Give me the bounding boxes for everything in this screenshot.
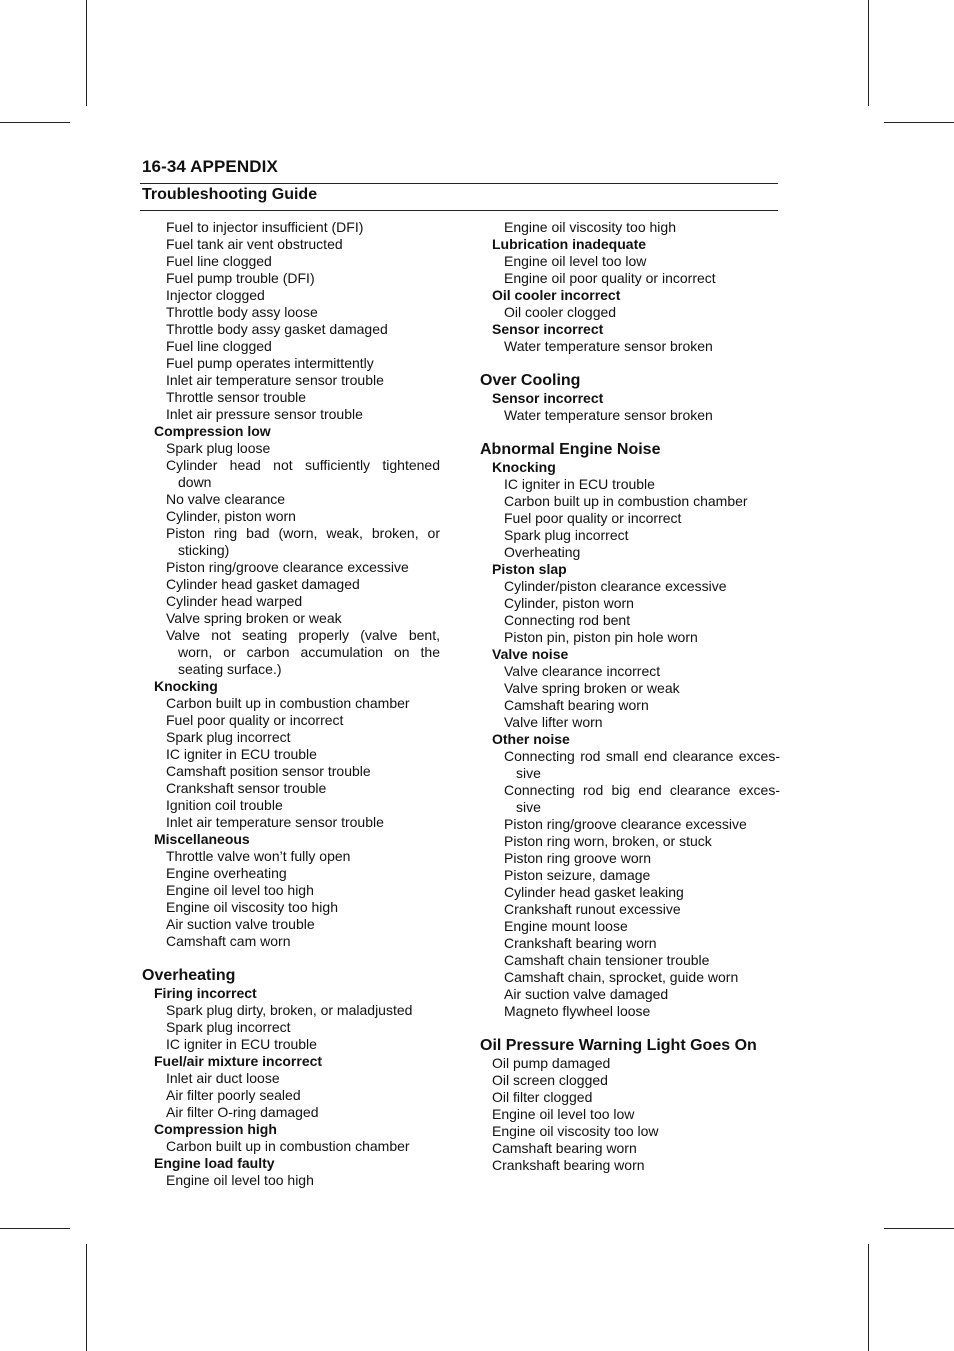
- list-item: Cylinder/piston clearance excessive: [504, 578, 727, 594]
- list-item: Piston ring bad (worn, weak, broken, or sticking): [166, 525, 440, 558]
- crop-mark: [884, 1228, 954, 1229]
- crop-mark: [868, 0, 869, 106]
- subsection-heading: Sensor incorrect: [492, 390, 604, 406]
- list-item: Valve spring broken or weak: [166, 610, 342, 626]
- list-item: Piston ring/groove clearance excessive: [504, 816, 747, 832]
- list-item: Inlet air temperature sensor trouble: [166, 372, 384, 388]
- list-item: Air filter O-ring damaged: [166, 1104, 319, 1120]
- list-item: Crankshaft sensor trouble: [166, 780, 327, 796]
- list-item: Camshaft bearing worn: [504, 697, 649, 713]
- list-item: Engine oil level too low: [492, 1106, 635, 1122]
- list-item: Valve lifter worn: [504, 714, 603, 730]
- list-item: Engine oil viscosity too high: [504, 219, 676, 235]
- list-item: Fuel line clogged: [166, 338, 272, 354]
- crop-mark: [884, 122, 954, 123]
- list-item: Throttle valve won’t fully open: [166, 848, 351, 864]
- subsection-heading: Sensor incorrect: [492, 321, 604, 337]
- crop-mark: [868, 1244, 869, 1351]
- list-item: Carbon built up in combustion chamber: [504, 493, 748, 509]
- list-item: Overheating: [504, 544, 581, 560]
- list-item: Fuel to injector insufficient (DFI): [166, 219, 364, 235]
- list-item: Camshaft cam worn: [166, 933, 291, 949]
- subsection-heading: Fuel/air mixture incorrect: [154, 1053, 323, 1069]
- subsection-heading: Compression low: [154, 423, 271, 439]
- crop-mark: [0, 122, 70, 123]
- subsection-heading: Knocking: [154, 678, 218, 694]
- list-item: Injector clogged: [166, 287, 265, 303]
- subsection-heading: Piston slap: [492, 561, 567, 577]
- list-item: Crankshaft bearing worn: [504, 935, 657, 951]
- list-item: Cylinder, piston worn: [166, 508, 296, 524]
- list-item: Throttle body assy gasket damaged: [166, 321, 388, 337]
- list-item: Inlet air pressure sensor trouble: [166, 406, 363, 422]
- left-column: [142, 219, 440, 1189]
- list-item: Cylinder, piston worn: [504, 595, 634, 611]
- list-item: Oil filter clogged: [492, 1089, 593, 1105]
- list-item: Camshaft chain, sprocket, guide worn: [504, 969, 739, 985]
- list-item: Connecting rod bent: [504, 612, 631, 628]
- page-title: 16-34 APPENDIX: [142, 157, 278, 176]
- list-item: Engine mount loose: [504, 918, 628, 934]
- list-item: Oil cooler clogged: [504, 304, 617, 320]
- list-item: Connecting rod small end clearance exces-sive: [504, 748, 780, 781]
- list-item: Magneto flywheel loose: [504, 1003, 651, 1019]
- subsection-heading: Other noise: [492, 731, 570, 747]
- list-item: Valve not seating properly (valve bent, worn, or carbon accumulation on the seating surface.): [166, 627, 440, 677]
- list-item: Fuel poor quality or incorrect: [166, 712, 344, 728]
- list-item: Valve spring broken or weak: [504, 680, 680, 696]
- list-item: Engine oil viscosity too high: [166, 899, 338, 915]
- list-item: Piston seizure, damage: [504, 867, 651, 883]
- list-item: Water temperature sensor broken: [504, 338, 713, 354]
- list-item: Valve clearance incorrect: [504, 663, 661, 679]
- subsection-heading: Miscellaneous: [154, 831, 250, 847]
- subsection-heading: Oil cooler incorrect: [492, 287, 621, 303]
- subsection-heading: Engine load faulty: [154, 1155, 275, 1171]
- list-item: Camshaft position sensor trouble: [166, 763, 371, 779]
- list-item: Ignition coil trouble: [166, 797, 283, 813]
- list-item: Air suction valve damaged: [504, 986, 669, 1002]
- list-item: Fuel tank air vent obstructed: [166, 236, 343, 252]
- list-item: IC igniter in ECU trouble: [166, 1036, 317, 1052]
- list-item: Spark plug incorrect: [166, 729, 291, 745]
- list-item: No valve clearance: [166, 491, 286, 507]
- list-item: Engine oil level too high: [166, 882, 314, 898]
- subsection-heading: Knocking: [492, 459, 556, 475]
- list-item: Engine overheating: [166, 865, 287, 881]
- list-item: Carbon built up in combustion chamber: [166, 1138, 410, 1154]
- list-item: Spark plug loose: [166, 440, 271, 456]
- list-item: Water temperature sensor broken: [504, 407, 713, 423]
- list-item: Cylinder head not sufficiently tightened down: [166, 457, 440, 490]
- list-item: Spark plug incorrect: [504, 527, 629, 543]
- list-item: Engine oil poor quality or incorrect: [504, 270, 716, 286]
- list-item: Piston ring groove worn: [504, 850, 652, 866]
- list-item: Air suction valve trouble: [166, 916, 315, 932]
- list-item: Piston ring worn, broken, or stuck: [504, 833, 712, 849]
- list-item: Carbon built up in combustion chamber: [166, 695, 410, 711]
- list-item: Cylinder head warped: [166, 593, 303, 609]
- crop-mark: [86, 0, 87, 106]
- subsection-heading: Compression high: [154, 1121, 277, 1137]
- subsection-heading: Firing incorrect: [154, 985, 257, 1001]
- section-heading: Oil Pressure Warning Light Goes On: [480, 1037, 757, 1054]
- list-item: Inlet air temperature sensor trouble: [166, 814, 384, 830]
- crop-mark: [86, 1244, 87, 1351]
- list-item: Spark plug dirty, broken, or maladjusted: [166, 1002, 413, 1018]
- list-item: Throttle body assy loose: [166, 304, 318, 320]
- list-item: Engine oil level too low: [504, 253, 647, 269]
- section-rule: [140, 210, 778, 211]
- list-item: Throttle sensor trouble: [166, 389, 307, 405]
- list-item: Engine oil level too high: [166, 1172, 314, 1188]
- list-item: Air filter poorly sealed: [166, 1087, 301, 1103]
- list-item: Cylinder head gasket damaged: [166, 576, 360, 592]
- list-item: Crankshaft runout excessive: [504, 901, 681, 917]
- subsection-heading: Lubrication inadequate: [492, 236, 647, 252]
- list-item: IC igniter in ECU trouble: [504, 476, 655, 492]
- list-item: Oil screen clogged: [492, 1072, 608, 1088]
- list-item: Connecting rod big end clearance exces-sive: [504, 782, 780, 815]
- section-heading: Over Cooling: [480, 372, 581, 389]
- list-item: Engine oil viscosity too low: [492, 1123, 659, 1139]
- header-rule: [140, 183, 778, 184]
- list-item: Spark plug incorrect: [166, 1019, 291, 1035]
- list-item: Crankshaft bearing worn: [492, 1157, 645, 1173]
- list-item: Cylinder head gasket leaking: [504, 884, 684, 900]
- list-item: Oil pump damaged: [492, 1055, 611, 1071]
- list-item: Piston ring/groove clearance excessive: [166, 559, 409, 575]
- right-column: [480, 219, 780, 1174]
- section-heading: Overheating: [142, 967, 236, 984]
- list-item: Inlet air duct loose: [166, 1070, 280, 1086]
- list-item: Piston pin, piston pin hole worn: [504, 629, 698, 645]
- list-item: Fuel poor quality or incorrect: [504, 510, 682, 526]
- section-title: Troubleshooting Guide: [142, 186, 318, 203]
- crop-mark: [0, 1228, 70, 1229]
- list-item: Camshaft bearing worn: [492, 1140, 637, 1156]
- list-item: Camshaft chain tensioner trouble: [504, 952, 710, 968]
- list-item: Fuel line clogged: [166, 253, 272, 269]
- list-item: IC igniter in ECU trouble: [166, 746, 317, 762]
- list-item: Fuel pump operates intermittently: [166, 355, 374, 371]
- section-heading: Abnormal Engine Noise: [480, 441, 661, 458]
- list-item: Fuel pump trouble (DFI): [166, 270, 315, 286]
- subsection-heading: Valve noise: [492, 646, 569, 662]
